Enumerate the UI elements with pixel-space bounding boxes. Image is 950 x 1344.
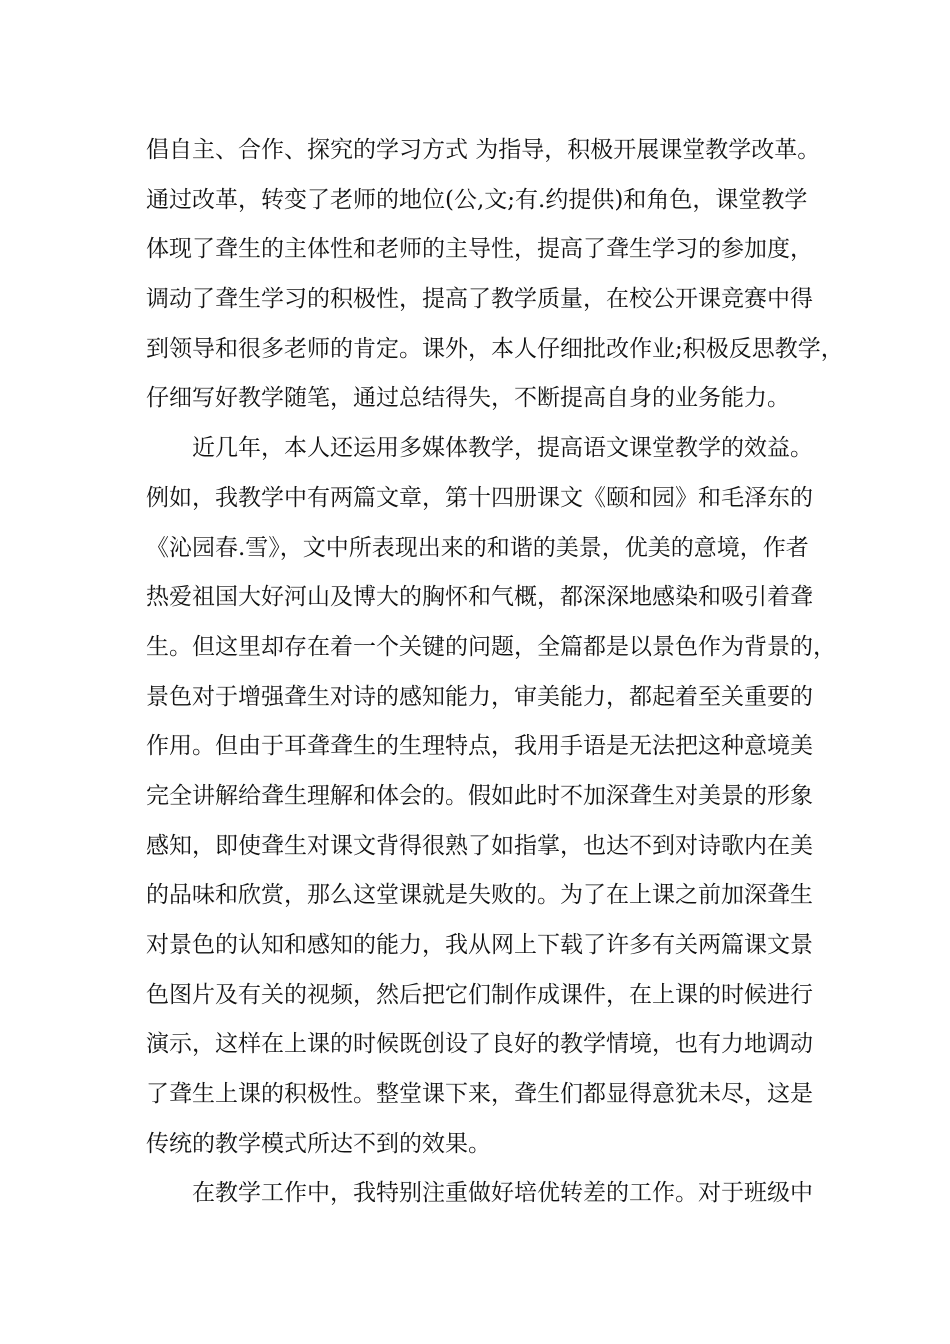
text-line: 到领导和很多老师的肯定。课外，本人仔细批改作业;积极反思教学， — [146, 335, 844, 362]
text-line: 体现了聋生的主体性和老师的主导性，提高了聋生学习的参加度， — [146, 236, 813, 263]
text-line: 《沁园春.雪》，文中所表现出来的和谐的美景，优美的意境，作者 — [146, 534, 809, 561]
paragraph-first-line: 近几年，本人还运用多媒体教学，提高语文课堂教学的效益。 — [192, 435, 813, 462]
text-line: 色图片及有关的视频，然后把它们制作成课件，在上课的时候进行 — [146, 981, 813, 1008]
paragraph-first-line: 在教学工作中，我特别注重做好培优转差的工作。对于班级中 — [192, 1180, 813, 1207]
text-line: 传统的教学模式所达不到的效果。 — [146, 1130, 491, 1157]
text-line: 感知，即使聋生对课文背得很熟了如指掌，也达不到对诗歌内在美 — [146, 832, 813, 859]
text-line: 热爱祖国大好河山及博大的胸怀和气概，都深深地感染和吸引着聋 — [146, 584, 813, 611]
text-line: 作用。但由于耳聋聋生的生理特点，我用手语是无法把这种意境美 — [146, 733, 813, 760]
text-line: 的品味和欣赏，那么这堂课就是失败的。为了在上课之前加深聋生 — [146, 882, 813, 909]
text-line: 对景色的认知和感知的能力，我从网上下载了许多有关两篇课文景 — [146, 932, 813, 958]
text-line: 倡自主、合作、探究的学习方式 为指导，积极开展课堂教学改革。 — [146, 137, 821, 163]
text-line: 完全讲解给聋生理解和体会的。假如此时不加深聋生对美景的形象 — [146, 782, 813, 809]
text-line: 景色对于增强聋生对诗的感知能力，审美能力，都起着至关重要的 — [146, 683, 813, 710]
text-line: 了聋生上课的积极性。整堂课下来，聋生们都显得意犹未尽，这是 — [146, 1081, 813, 1108]
text-line: 仔细写好教学随笔，通过总结得失，不断提高自身的业务能力。 — [146, 385, 790, 412]
text-line: 演示，这样在上课的时候既创设了良好的教学情境，也有力地调动 — [146, 1031, 813, 1058]
text-line: 通过改革，转变了老师的地位(公,文;有.约提供)和角色，课堂教学 — [146, 186, 808, 213]
document-body — [146, 126, 844, 1219]
text-line: 例如，我教学中有两篇文章，第十四册课文《颐和园》和毛泽东的 — [146, 484, 813, 511]
text-line: 调动了聋生学习的积极性，提高了教学质量，在校公开课竞赛中得 — [146, 286, 813, 313]
text-line: 生。但这里却存在着一个关键的问题，全篇都是以景色作为背景的， — [146, 633, 836, 660]
